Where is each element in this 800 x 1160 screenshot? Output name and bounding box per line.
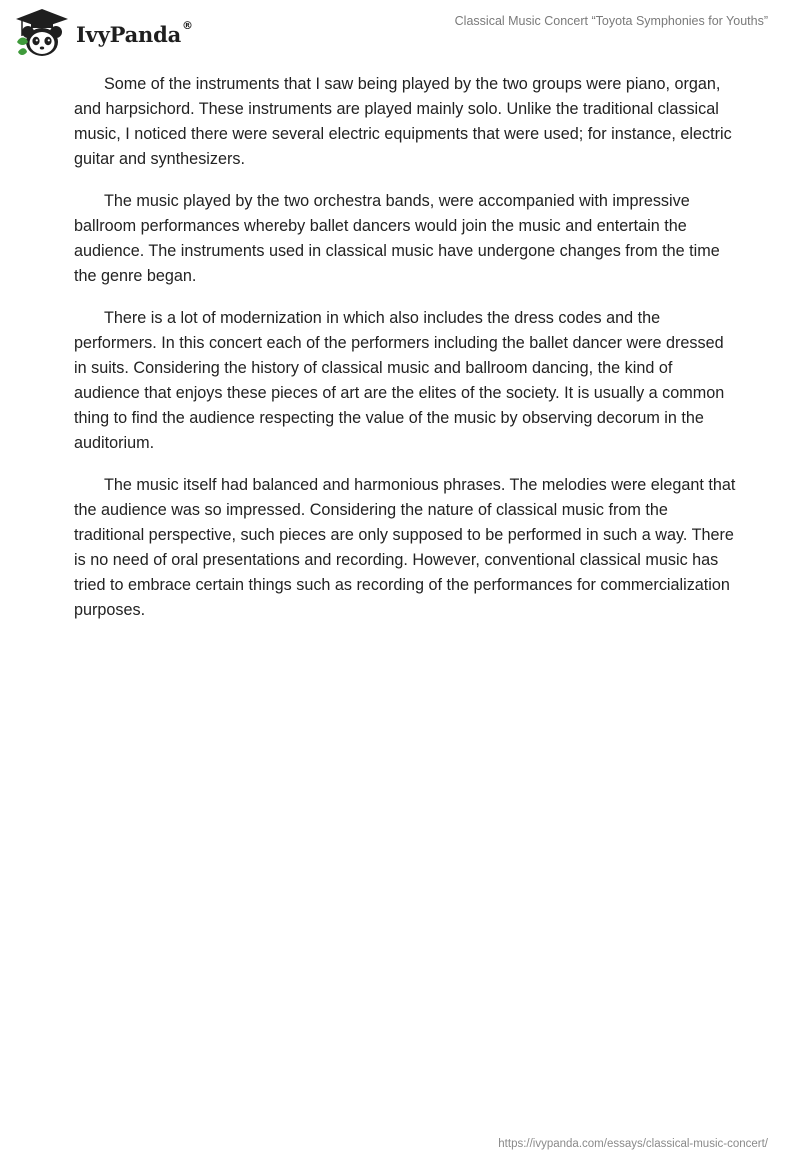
registered-mark: ® (182, 18, 193, 32)
essay-body (74, 72, 736, 640)
page-header (0, 0, 800, 64)
brand-logo[interactable] (14, 8, 193, 58)
brand-name: IvyPanda® (76, 18, 193, 47)
paragraph: The music played by the two orchestra bands, were accompanied with impressive ballroom performances whereby ballet dancers would join the music and entertain the audience. The instruments used in classical music have undergone changes from the time the genre began. (74, 192, 720, 285)
paragraph: The music itself had balanced and harmonious phrases. The melodies were elegant that the audience was so impressed. Considering the nature of classical music from the traditional perspective, such pieces are only supposed to be performed in such a way. There is no need of oral presentations and recording. However, conventional classical music has tried to embrace certain things such as recording of the performances for commercialization purposes. (74, 476, 736, 619)
paragraph: Some of the instruments that I saw being played by the two groups were piano, organ, and harpsichord. These instruments are played mainly solo. Unlike the traditional classical music, I noticed there were several electric equipments that were used; for instance, electric guitar and synthesizers. (74, 75, 732, 168)
source-url-link[interactable]: https://ivypanda.com/essays/classical-music-concert/ (498, 1138, 768, 1150)
panda-graduate-icon (14, 8, 70, 58)
paragraph: There is a lot of modernization in which also includes the dress codes and the performers. In this concert each of the performers including the ballet dancer were dressed in suits. Considering the history of classical music and ballroom dancing, the kind of audience that enjoys these pieces of art are the elites of the society. It is usually a common thing to find the audience respecting the value of the music by observing decorum in the auditorium. (74, 309, 725, 452)
document-title: Classical Music Concert “Toyota Symphonies for Youths” (454, 14, 768, 28)
